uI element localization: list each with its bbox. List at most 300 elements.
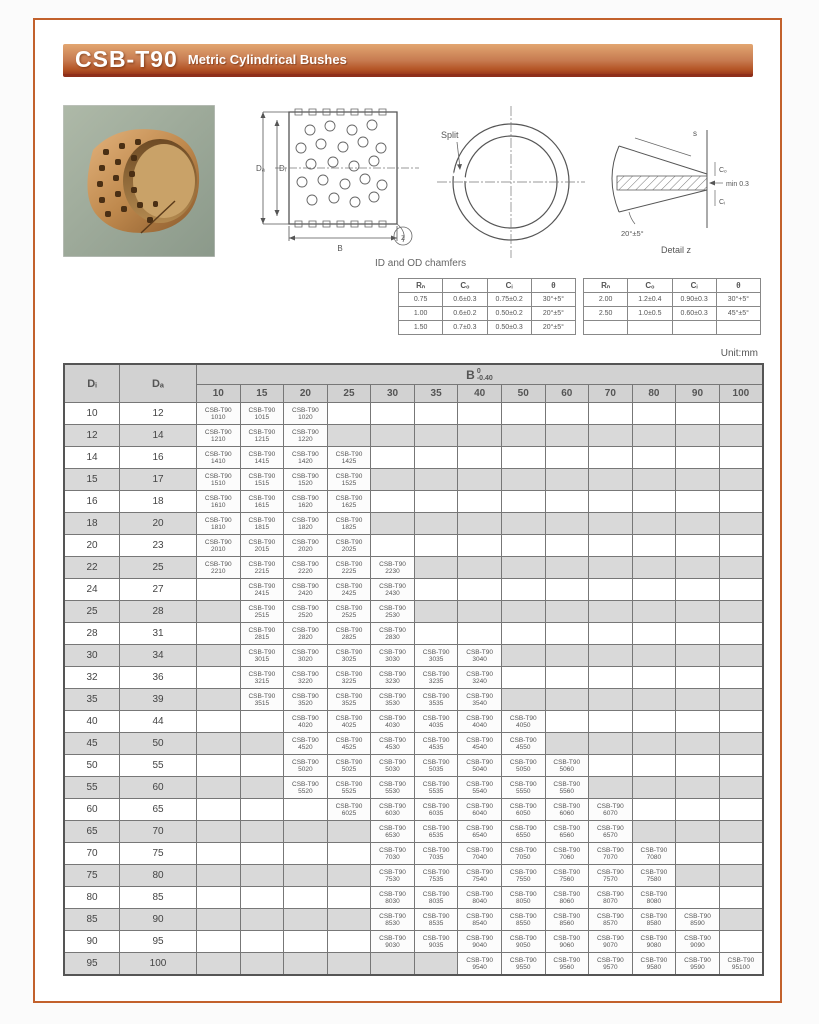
empty-cell: [589, 425, 633, 447]
empty-cell: [632, 491, 676, 513]
empty-cell: [589, 513, 633, 535]
empty-cell: [545, 645, 589, 667]
part-cell: CSB-T90 3225: [327, 667, 371, 689]
part-cell: CSB-T90 2025: [327, 535, 371, 557]
empty-cell: [719, 689, 763, 711]
empty-cell: [197, 623, 241, 645]
part-cell: CSB-T90 8540: [458, 909, 502, 931]
table-row: [64, 491, 763, 513]
table-row: [64, 447, 763, 469]
empty-cell: [676, 667, 720, 689]
empty-cell: [545, 667, 589, 689]
di-value: 24: [64, 579, 120, 601]
chamfer-col-header: Rₙ: [584, 279, 628, 293]
da-value: 16: [120, 447, 197, 469]
empty-cell: [589, 711, 633, 733]
part-cell: CSB-T90 7035: [414, 843, 458, 865]
empty-cell: [240, 711, 284, 733]
da-value: 17: [120, 469, 197, 491]
part-cell: CSB-T90 5020: [284, 755, 328, 777]
part-cell: CSB-T90 1610: [197, 491, 241, 513]
empty-cell: [676, 821, 720, 843]
empty-cell: [676, 491, 720, 513]
part-cell: CSB-T90 1615: [240, 491, 284, 513]
da-value: 12: [120, 403, 197, 425]
empty-cell: [719, 645, 763, 667]
empty-cell: [458, 491, 502, 513]
empty-cell: [545, 579, 589, 601]
da-value: 20: [120, 513, 197, 535]
table-row: [64, 821, 763, 843]
da-value: 18: [120, 491, 197, 513]
empty-cell: [240, 953, 284, 976]
empty-cell: [676, 865, 720, 887]
table-row: [64, 755, 763, 777]
part-cell: CSB-T90 5530: [371, 777, 415, 799]
part-cell: CSB-T90 7070: [589, 843, 633, 865]
empty-cell: [501, 645, 545, 667]
empty-cell: [632, 733, 676, 755]
empty-cell: [589, 557, 633, 579]
part-cell: CSB-T90 9050: [501, 931, 545, 953]
empty-cell: [240, 865, 284, 887]
empty-cell: [676, 513, 720, 535]
part-cell: CSB-T90 95100: [719, 953, 763, 976]
col-header-da: Dₐ: [120, 364, 197, 403]
part-cell: CSB-T90 6560: [545, 821, 589, 843]
part-cell: CSB-T90 9540: [458, 953, 502, 976]
empty-cell: [414, 491, 458, 513]
product-subtitle: Metric Cylindrical Bushes: [187, 51, 347, 67]
part-cell: CSB-T90 8080: [632, 887, 676, 909]
part-cell: CSB-T90 2825: [327, 623, 371, 645]
empty-cell: [197, 887, 241, 909]
empty-cell: [632, 623, 676, 645]
empty-cell: [719, 623, 763, 645]
empty-cell: [458, 579, 502, 601]
da-value: 23: [120, 535, 197, 557]
chamfer-value: [672, 321, 716, 335]
empty-cell: [719, 425, 763, 447]
part-cell: CSB-T90 7080: [632, 843, 676, 865]
chamfer-col-header: θ: [531, 279, 575, 293]
part-cell: CSB-T90 3240: [458, 667, 502, 689]
part-cell: CSB-T90 7580: [632, 865, 676, 887]
table-row: [64, 887, 763, 909]
part-cell: CSB-T90 3520: [284, 689, 328, 711]
chamfer-value: 20°±5°: [531, 307, 575, 321]
chamfer-value: 1.00: [399, 307, 443, 321]
empty-cell: [371, 953, 415, 976]
chamfer-value: 2.00: [584, 293, 628, 307]
table-row: [64, 777, 763, 799]
empty-cell: [589, 491, 633, 513]
chamfer-value: [628, 321, 672, 335]
table-row: [64, 733, 763, 755]
table-row: [64, 865, 763, 887]
empty-cell: [197, 689, 241, 711]
part-cell: CSB-T90 8060: [545, 887, 589, 909]
part-cell: CSB-T90 3220: [284, 667, 328, 689]
chamfer-section-title: ID and OD chamfers: [375, 258, 467, 269]
empty-cell: [719, 601, 763, 623]
table-row: [64, 843, 763, 865]
empty-cell: [676, 425, 720, 447]
chamfer-value: 0.7±0.3: [443, 321, 487, 335]
part-cell: CSB-T90 2020: [284, 535, 328, 557]
empty-cell: [284, 887, 328, 909]
empty-cell: [545, 491, 589, 513]
empty-cell: [632, 535, 676, 557]
empty-cell: [414, 403, 458, 425]
empty-cell: [414, 623, 458, 645]
empty-cell: [197, 601, 241, 623]
empty-cell: [676, 535, 720, 557]
empty-cell: [676, 843, 720, 865]
part-cell: CSB-T90 1425: [327, 447, 371, 469]
empty-cell: [676, 755, 720, 777]
da-value: 60: [120, 777, 197, 799]
empty-cell: [414, 953, 458, 976]
part-cell: CSB-T90 1520: [284, 469, 328, 491]
part-cell: CSB-T90 1415: [240, 447, 284, 469]
empty-cell: [676, 579, 720, 601]
table-row: [64, 403, 763, 425]
empty-cell: [458, 601, 502, 623]
part-cell: CSB-T90 1815: [240, 513, 284, 535]
di-value: 70: [64, 843, 120, 865]
table-row: [64, 953, 763, 976]
part-cell: CSB-T90 1625: [327, 491, 371, 513]
empty-cell: [458, 447, 502, 469]
empty-cell: [414, 425, 458, 447]
part-cell: CSB-T90 7060: [545, 843, 589, 865]
part-cell: CSB-T90 2015: [240, 535, 284, 557]
part-cell: CSB-T90 2210: [197, 557, 241, 579]
di-value: 22: [64, 557, 120, 579]
empty-cell: [284, 821, 328, 843]
chamfer-col-header: Cₒ: [443, 279, 487, 293]
part-cell: CSB-T90 4525: [327, 733, 371, 755]
empty-cell: [284, 953, 328, 976]
empty-cell: [327, 821, 371, 843]
part-cell: CSB-T90 1210: [197, 425, 241, 447]
part-cell: CSB-T90 6535: [414, 821, 458, 843]
part-cell: CSB-T90 6530: [371, 821, 415, 843]
empty-cell: [632, 447, 676, 469]
part-cell: CSB-T90 8050: [501, 887, 545, 909]
table-row: [64, 513, 763, 535]
empty-cell: [632, 469, 676, 491]
empty-cell: [371, 425, 415, 447]
part-cell: CSB-T90 3030: [371, 645, 415, 667]
part-cell: CSB-T90 3015: [240, 645, 284, 667]
part-cell: CSB-T90 2820: [284, 623, 328, 645]
di-value: 30: [64, 645, 120, 667]
empty-cell: [545, 623, 589, 645]
empty-cell: [589, 645, 633, 667]
da-value: 100: [120, 953, 197, 976]
empty-cell: [327, 843, 371, 865]
da-value: 14: [120, 425, 197, 447]
part-cell: CSB-T90 4535: [414, 733, 458, 755]
part-cell: CSB-T90 8590: [676, 909, 720, 931]
part-cell: CSB-T90 9590: [676, 953, 720, 976]
da-value: 34: [120, 645, 197, 667]
empty-cell: [371, 513, 415, 535]
empty-cell: [545, 447, 589, 469]
detail-callout-label: z: [401, 233, 405, 242]
part-cell: CSB-T90 2220: [284, 557, 328, 579]
da-value: 31: [120, 623, 197, 645]
di-value: 60: [64, 799, 120, 821]
empty-cell: [458, 513, 502, 535]
part-cell: CSB-T90 9580: [632, 953, 676, 976]
part-cell: CSB-T90 6040: [458, 799, 502, 821]
chamfer-value: 45°±5°: [716, 307, 760, 321]
empty-cell: [240, 843, 284, 865]
empty-cell: [197, 865, 241, 887]
part-cell: CSB-T90 2215: [240, 557, 284, 579]
dim-label-b: B: [337, 244, 343, 253]
da-value: 80: [120, 865, 197, 887]
empty-cell: [632, 579, 676, 601]
empty-cell: [371, 403, 415, 425]
part-cell: CSB-T90 5550: [501, 777, 545, 799]
part-cell: CSB-T90 3540: [458, 689, 502, 711]
empty-cell: [240, 931, 284, 953]
empty-cell: [240, 733, 284, 755]
part-cell: CSB-T90 9550: [501, 953, 545, 976]
empty-cell: [589, 601, 633, 623]
empty-cell: [414, 557, 458, 579]
part-cell: CSB-T90 5025: [327, 755, 371, 777]
di-value: 95: [64, 953, 120, 976]
chamfer-value: 0.50±0.3: [487, 321, 531, 335]
chamfer-value: 0.60±0.3: [672, 307, 716, 321]
part-cell: CSB-T90 8030: [371, 887, 415, 909]
da-value: 50: [120, 733, 197, 755]
empty-cell: [458, 469, 502, 491]
table-row: [64, 799, 763, 821]
empty-cell: [632, 689, 676, 711]
empty-cell: [284, 799, 328, 821]
part-cell: CSB-T90 9570: [589, 953, 633, 976]
chamfer-value: 30°+5°: [716, 293, 760, 307]
chamfer-value: 2.50: [584, 307, 628, 321]
chamfer-table-right: [583, 278, 761, 335]
part-cell: CSB-T90 4020: [284, 711, 328, 733]
empty-cell: [719, 755, 763, 777]
di-value: 25: [64, 601, 120, 623]
b-size-header: 70: [589, 385, 633, 403]
b-size-header: 50: [501, 385, 545, 403]
empty-cell: [501, 535, 545, 557]
da-value: 28: [120, 601, 197, 623]
empty-cell: [719, 447, 763, 469]
dim-label-da: Dₐ: [256, 164, 265, 173]
da-value: 25: [120, 557, 197, 579]
page: [33, 18, 782, 1003]
empty-cell: [414, 535, 458, 557]
empty-cell: [545, 557, 589, 579]
table-row: [64, 931, 763, 953]
empty-cell: [197, 755, 241, 777]
empty-cell: [589, 447, 633, 469]
empty-cell: [327, 865, 371, 887]
part-cell: CSB-T90 6035: [414, 799, 458, 821]
di-value: 18: [64, 513, 120, 535]
co-label: Cₒ: [719, 167, 727, 174]
empty-cell: [414, 513, 458, 535]
da-value: 27: [120, 579, 197, 601]
part-cell: CSB-T90 5050: [501, 755, 545, 777]
empty-cell: [414, 601, 458, 623]
empty-cell: [197, 667, 241, 689]
s-label: s: [693, 129, 697, 138]
empty-cell: [501, 623, 545, 645]
empty-cell: [676, 887, 720, 909]
chamfer-row: [399, 293, 576, 307]
empty-cell: [501, 425, 545, 447]
empty-cell: [719, 491, 763, 513]
empty-cell: [632, 755, 676, 777]
empty-cell: [284, 909, 328, 931]
chamfer-col-header: Cᵢ: [487, 279, 531, 293]
empty-cell: [240, 887, 284, 909]
empty-cell: [197, 821, 241, 843]
empty-cell: [545, 513, 589, 535]
part-cell: CSB-T90 3230: [371, 667, 415, 689]
part-cell: CSB-T90 5030: [371, 755, 415, 777]
side-view-drawing: [255, 100, 425, 258]
part-cell: CSB-T90 3020: [284, 645, 328, 667]
di-value: 40: [64, 711, 120, 733]
part-cell: CSB-T90 7535: [414, 865, 458, 887]
part-cell: CSB-T90 9080: [632, 931, 676, 953]
empty-cell: [676, 689, 720, 711]
empty-cell: [676, 447, 720, 469]
empty-cell: [414, 447, 458, 469]
product-code-title: CSB-T90: [75, 45, 178, 72]
part-cell: CSB-T90 6570: [589, 821, 633, 843]
empty-cell: [501, 601, 545, 623]
empty-cell: [327, 425, 371, 447]
part-cell: CSB-T90 8580: [632, 909, 676, 931]
b-size-header: 20: [284, 385, 328, 403]
empty-cell: [676, 733, 720, 755]
empty-cell: [501, 667, 545, 689]
title-banner: [63, 44, 753, 77]
chamfer-row: [584, 293, 761, 307]
part-cell: CSB-T90 6050: [501, 799, 545, 821]
part-cell: CSB-T90 8550: [501, 909, 545, 931]
empty-cell: [719, 733, 763, 755]
chamfer-value: 0.6±0.3: [443, 293, 487, 307]
part-cell: CSB-T90 1510: [197, 469, 241, 491]
empty-cell: [501, 513, 545, 535]
empty-cell: [632, 557, 676, 579]
di-value: 55: [64, 777, 120, 799]
empty-cell: [327, 887, 371, 909]
part-cell: CSB-T90 3235: [414, 667, 458, 689]
part-cell: CSB-T90 7570: [589, 865, 633, 887]
part-cell: CSB-T90 2420: [284, 579, 328, 601]
di-value: 50: [64, 755, 120, 777]
empty-cell: [327, 403, 371, 425]
di-value: 75: [64, 865, 120, 887]
part-cell: CSB-T90 8560: [545, 909, 589, 931]
empty-cell: [676, 645, 720, 667]
part-cell: CSB-T90 6550: [501, 821, 545, 843]
empty-cell: [501, 447, 545, 469]
ci-label: Cᵢ: [719, 199, 726, 206]
part-cell: CSB-T90 2815: [240, 623, 284, 645]
part-cell: CSB-T90 1810: [197, 513, 241, 535]
part-cell: CSB-T90 1220: [284, 425, 328, 447]
empty-cell: [676, 601, 720, 623]
empty-cell: [501, 557, 545, 579]
empty-cell: [501, 579, 545, 601]
empty-cell: [719, 469, 763, 491]
part-cell: CSB-T90 3525: [327, 689, 371, 711]
b-size-header: 35: [414, 385, 458, 403]
chamfer-value: 0.90±0.3: [672, 293, 716, 307]
chamfer-value: [716, 321, 760, 335]
part-cell: CSB-T90 2515: [240, 601, 284, 623]
part-cell: CSB-T90 8035: [414, 887, 458, 909]
b-size-header: 40: [458, 385, 502, 403]
unit-label: Unit:mm: [720, 348, 758, 359]
part-cell: CSB-T90 5525: [327, 777, 371, 799]
table-row: [64, 425, 763, 447]
chamfer-value: 20°±5°: [531, 321, 575, 335]
part-cell: CSB-T90 1215: [240, 425, 284, 447]
empty-cell: [545, 689, 589, 711]
chamfer-value: [584, 321, 628, 335]
chamfer-value: 1.50: [399, 321, 443, 335]
da-value: 70: [120, 821, 197, 843]
empty-cell: [284, 865, 328, 887]
empty-cell: [197, 579, 241, 601]
min-chamfer-label: min 0.3: [726, 181, 749, 188]
empty-cell: [719, 865, 763, 887]
empty-cell: [240, 909, 284, 931]
col-header-b: B 0 -0.40: [197, 364, 764, 385]
empty-cell: [458, 557, 502, 579]
b-size-header: 25: [327, 385, 371, 403]
part-cell: CSB-T90 4540: [458, 733, 502, 755]
da-value: 85: [120, 887, 197, 909]
part-cell: CSB-T90 1820: [284, 513, 328, 535]
chamfer-detail-drawing: [595, 120, 755, 260]
empty-cell: [719, 931, 763, 953]
part-cell: CSB-T90 2230: [371, 557, 415, 579]
empty-cell: [632, 777, 676, 799]
empty-cell: [545, 535, 589, 557]
da-value: 75: [120, 843, 197, 865]
empty-cell: [545, 403, 589, 425]
table-row: [64, 667, 763, 689]
b-size-header: 15: [240, 385, 284, 403]
product-photo: [63, 105, 215, 257]
di-value: 20: [64, 535, 120, 557]
empty-cell: [501, 689, 545, 711]
part-cell: CSB-T90 6025: [327, 799, 371, 821]
part-cell: CSB-T90 2430: [371, 579, 415, 601]
da-value: 95: [120, 931, 197, 953]
empty-cell: [589, 403, 633, 425]
